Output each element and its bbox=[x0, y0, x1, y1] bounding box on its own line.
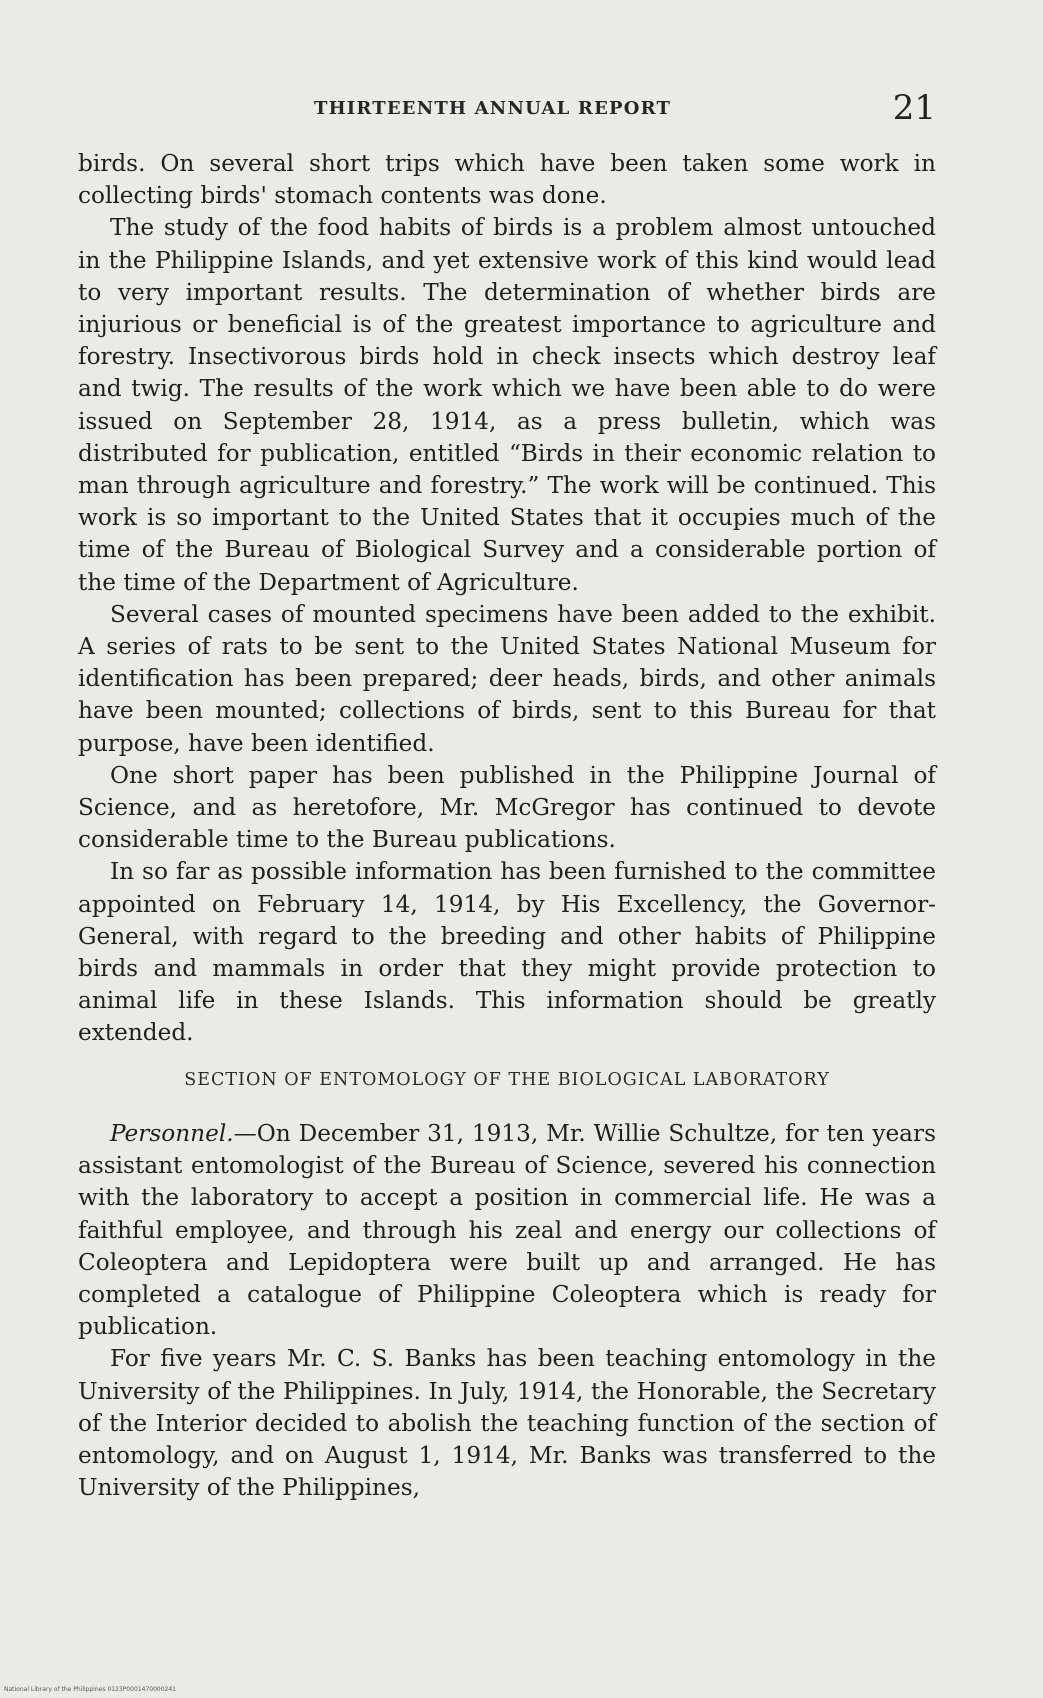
section-heading: SECTION OF ENTOMOLOGY OF THE BIOLOGICAL LABORATORY bbox=[184, 1069, 830, 1090]
paragraph-banks: For five years Mr. C. S. Banks has been teaching entomology in the University of the Philippines. In July, 1914, the Honorable, the Secretary of the Interior decided to abolish the teaching function of the section of entomology, and on August 1, 1914, Mr. Banks was transferred to the University of the Philippines, bbox=[78, 1345, 936, 1502]
paragraph-personnel bbox=[78, 1118, 936, 1343]
page-header bbox=[78, 88, 936, 132]
personnel-label: Personnel. bbox=[110, 1119, 234, 1147]
archive-stamp: National Library of the Philippines 0123P0001470000241 bbox=[4, 1686, 176, 1693]
page-number: 21 bbox=[892, 88, 936, 128]
paragraph-mounted-specimens: Several cases of mounted specimens have been added to the exhibit. A series of rats to be sent to the United States National Museum for identification has been prepared; deer heads, birds, and other animals have been mounted; collections of birds, sent to this Bureau for that purpose, have been identified. bbox=[78, 600, 936, 757]
running-title: THIRTEENTH ANNUAL REPORT bbox=[314, 98, 672, 119]
paragraph-food-habits: The study of the food habits of birds is a problem almost untouched in the Philippine Islands, and yet extensive work of this kind would lead to very important results. The determination of whether birds are injurious or beneficial is of the greatest importance to agriculture and forestry. Insectivorous birds hold in check insects which destroy leaf and twig. The results of the work which we have been able to do were issued on September 28, 1914, as a press bulletin, which was distributed for publication, entitled “Birds in their economic relation to man through agriculture and forestry.” The work will be continued. This work is so important to the United States that it occupies much of the time of the Bureau of Biological Survey and a considerable portion of the time of the Department of Agriculture. bbox=[78, 214, 936, 596]
paragraph-continuation: birds. On several short trips which have been taken some work in collecting birds' stomach contents was done. bbox=[78, 150, 936, 210]
paragraph-committee: In so far as possible information has been furnished to the committee appointed on February 14, 1914, by His Excellency, the Governor-General, with regard to the breeding and other habits of Philippine birds and mammals in order that they might provide protection to animal life in these Islands. This information should be greatly extended. bbox=[78, 858, 936, 1047]
body-text bbox=[78, 148, 936, 1504]
paragraph-publications: One short paper has been published in the Philippine Journal of Science, and as heretofore, Mr. McGregor has continued to devote considerable time to the Bureau publications. bbox=[78, 761, 936, 854]
personnel-text: —On December 31, 1913, Mr. Willie Schultze, for ten years assistant entomologist of the Bureau of Science, severed his connection with the laboratory to accept a position in commercial life. He was a faithful employee, and through his zeal and energy our collections of Coleoptera and Lepidoptera were built up and arranged. He has completed a catalogue of Philippine Coleoptera which is ready for publication. bbox=[78, 1119, 936, 1341]
